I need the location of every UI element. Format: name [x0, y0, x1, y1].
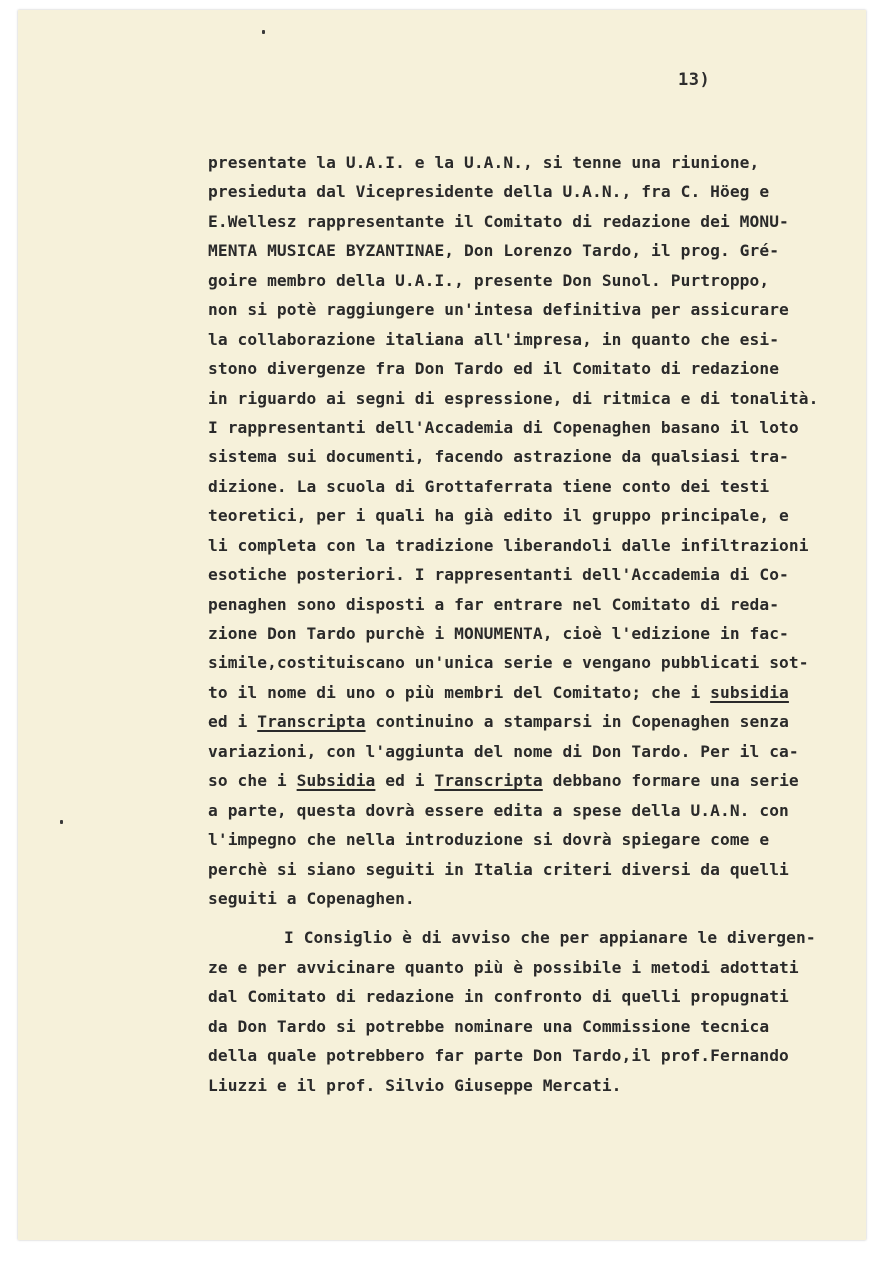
text-line: [208, 678, 848, 707]
text-line: E.Wellesz rappresentante il Comitato di redazione dei MONU-: [208, 211, 789, 231]
text-segment: to il nome di uno o più membri del Comitato; che i: [208, 682, 711, 702]
text-line: presentate la U.A.I. e la U.A.N., si tenne una riunione,: [208, 153, 760, 172]
page-number: 13): [678, 70, 711, 90]
text-line: della quale potrebbero far parte Don Tardo,il prof.Fernando: [208, 1046, 789, 1066]
text-line: simile,costituiscano un'unica serie e vengano pubblicati sot-: [208, 653, 809, 673]
text-line: la collaborazione italiana all'impresa, in quanto che esi-: [208, 329, 780, 349]
text-segment: debbano formare una serie: [542, 771, 799, 791]
text-line: presieduta dal Vicepresidente della U.A.N., fra C. Höeg e: [208, 182, 770, 202]
text-line: penaghen sono disposti a far entrare nel Comitato di reda-: [208, 594, 780, 614]
text-line: dal Comitato di redazione in confronto di quelli propugnati: [208, 987, 789, 1007]
ink-speck: [262, 30, 265, 34]
text-line: perchè si siano seguiti in Italia criteri diversi da quelli: [208, 859, 789, 879]
text-line: seguiti a Copenaghen.: [208, 888, 415, 908]
text-segment: ed i: [375, 771, 435, 791]
text-line: MENTA MUSICAE BYZANTINAE, Don Lorenzo Tardo, il prog. Gré-: [208, 241, 780, 261]
text-line: [208, 766, 848, 795]
underlined-term: Subsidia: [296, 771, 376, 791]
document-body: [208, 148, 848, 1100]
text-line: li completa con la tradizione liberandoli dalle infiltrazioni: [208, 535, 809, 555]
text-line: non si potè raggiungere un'intesa definitiva per assicurare: [208, 300, 789, 320]
text-line: variazioni, con l'aggiunta del nome di Don Tardo. Per il ca-: [208, 741, 799, 761]
text-segment: so che i: [208, 771, 297, 791]
text-line: zione Don Tardo purchè i MONUMENTA, cioè l'edizione in fac-: [208, 624, 789, 643]
text-line: stono divergenze fra Don Tardo ed il Comitato di redazione: [208, 359, 780, 379]
text-line: I rappresentanti dell'Accademia di Copenaghen basano il loto: [208, 417, 799, 437]
text-line: [208, 707, 848, 736]
text-line: I Consiglio è di avviso che per appianare le divergen-: [284, 928, 816, 948]
text-line: in riguardo ai segni di espressione, di ritmica e di tonalità.: [208, 388, 819, 408]
text-line: sistema sui documenti, facendo astrazione da qualsiasi tra-: [208, 447, 789, 467]
text-line: goire membro della U.A.I., presente Don Sunol. Purtroppo,: [208, 270, 770, 290]
text-line: a parte, questa dovrà essere edita a spese della U.A.N. con: [208, 800, 789, 820]
paragraph-gap: [208, 913, 848, 923]
ink-speck: [60, 820, 63, 824]
text-line: esotiche posteriori. I rappresentanti dell'Accademia di Co-: [208, 565, 789, 585]
underlined-term: subsidia: [710, 682, 789, 702]
text-line: da Don Tardo si potrebbe nominare una Commissione tecnica: [208, 1016, 770, 1036]
text-line: l'impegno che nella introduzione si dovrà spiegare come e: [208, 830, 770, 850]
text-line: teoretici, per i quali ha già edito il gruppo principale, e: [208, 506, 789, 526]
text-line: dizione. La scuola di Grottaferrata tiene conto dei testi: [208, 476, 770, 496]
underlined-term: Transcripta: [257, 712, 366, 732]
underlined-term: Transcripta: [434, 771, 543, 791]
text-segment: continuino a stamparsi in Copenaghen senza: [365, 712, 789, 732]
text-segment: ed i: [208, 712, 258, 732]
text-line: Liuzzi e il prof. Silvio Giuseppe Mercati.: [208, 1075, 622, 1095]
text-line: ze e per avvicinare quanto più è possibile i metodi adottati: [208, 957, 799, 977]
